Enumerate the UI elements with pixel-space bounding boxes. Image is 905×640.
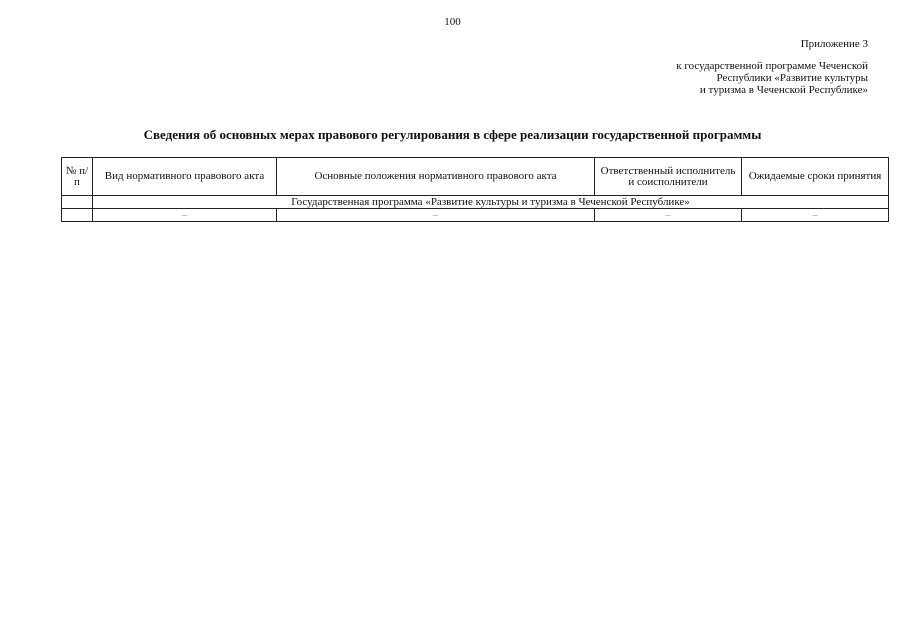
cell-act-type: –	[93, 209, 277, 222]
cell-terms: –	[742, 209, 889, 222]
appendix-block	[676, 38, 868, 96]
appendix-line-3: и туризма в Чеченской Республике»	[699, 84, 868, 96]
cell-num	[62, 209, 93, 222]
program-row	[62, 196, 889, 209]
appendix-line-2: Республики «Развитие культуры	[716, 72, 868, 84]
appendix-title: Приложение 3	[800, 38, 868, 50]
page-number: 100	[444, 16, 461, 28]
table-header-row	[62, 158, 889, 196]
cell-executor: –	[595, 209, 742, 222]
header-terms: Ожидаемые сроки принятия	[742, 158, 889, 196]
header-act-type: Вид нормативного правового акта	[93, 158, 277, 196]
appendix-line-1: к государственной программе Чеченской	[676, 60, 868, 72]
header-executor: Ответственный исполнитель и соисполнители	[595, 158, 742, 196]
header-provisions: Основные положения нормативного правового акта	[277, 158, 595, 196]
header-num: № п/п	[62, 158, 93, 196]
program-row-num	[62, 196, 93, 209]
table-row	[62, 209, 889, 222]
program-row-title: Государственная программа «Развитие культуры и туризма в Чеченской Республике»	[93, 196, 889, 209]
document-title: Сведения об основных мерах правового регулирования в сфере реализации государственной программы	[143, 127, 762, 142]
regulation-measures-table	[61, 157, 889, 222]
cell-provisions: –	[277, 209, 595, 222]
